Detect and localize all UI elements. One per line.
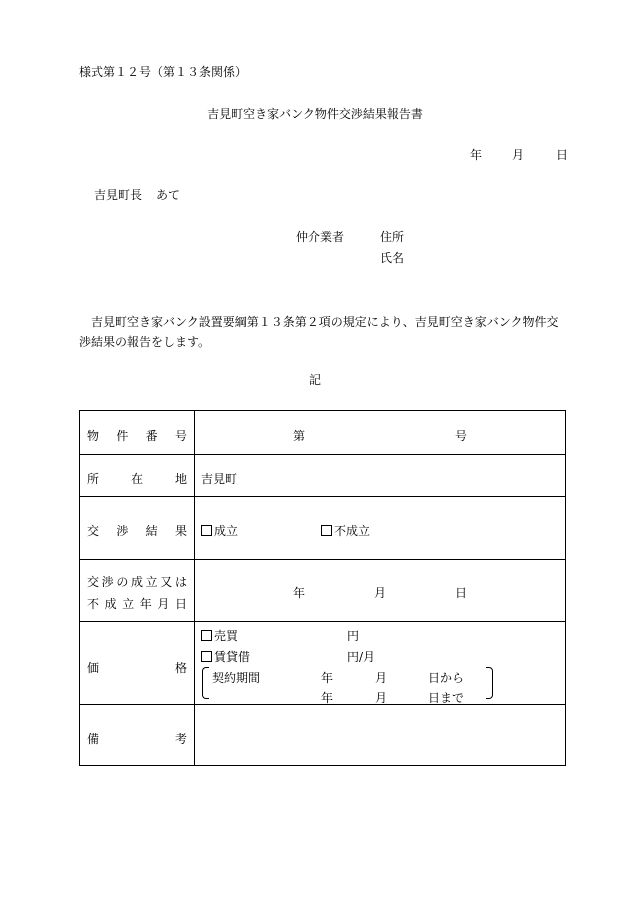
result-success-label: 成立 <box>214 524 239 538</box>
date-day: 日 <box>455 586 468 600</box>
row-location <box>80 455 565 497</box>
label-char: 成 <box>130 575 143 589</box>
label-char: 渉 <box>101 575 114 589</box>
date-year: 年 <box>293 586 306 600</box>
form-number: 様式第１２号（第１３条関係） <box>79 65 248 79</box>
result-failure-label: 不成立 <box>334 524 371 538</box>
row-result <box>80 497 565 560</box>
label-char: 結 <box>145 524 158 538</box>
price-label <box>87 659 187 676</box>
label-char: 所 <box>87 472 100 486</box>
report-table <box>79 410 566 766</box>
location-label <box>87 470 187 487</box>
contract-until-year: 年 <box>321 691 334 705</box>
label-char: 成 <box>104 597 117 611</box>
label-char: 又 <box>160 575 173 589</box>
property-number-dai: 第 <box>293 429 306 443</box>
label-char: は <box>174 575 187 589</box>
property-number-label <box>87 427 187 444</box>
addressee <box>94 189 180 201</box>
price-lease-label: 賃貸借 <box>214 650 251 664</box>
date-month: 月 <box>374 586 387 600</box>
remarks-label <box>87 730 187 747</box>
result-success-option[interactable] <box>201 522 238 539</box>
label-char: 号 <box>174 429 187 443</box>
date-label-line1 <box>87 573 187 590</box>
contract-from-year: 年 <box>321 671 334 685</box>
label-char: 格 <box>174 661 187 675</box>
date-year-label: 年 <box>470 148 483 162</box>
checkbox-success[interactable] <box>201 525 212 536</box>
label-char: 渉 <box>116 524 129 538</box>
label-char: 年 <box>139 597 152 611</box>
row-date <box>80 560 565 622</box>
price-sale-option[interactable] <box>201 627 238 644</box>
result-failure-option[interactable] <box>321 522 370 539</box>
label-char: 立 <box>122 597 135 611</box>
label-char: の <box>116 575 129 589</box>
contract-bracket-left <box>202 667 209 699</box>
remarks-field[interactable] <box>196 705 565 767</box>
result-label <box>87 522 187 539</box>
contract-until-month: 月 <box>375 691 388 705</box>
price-lease-option[interactable] <box>201 648 250 665</box>
row-price <box>80 622 565 705</box>
label-char: 不 <box>87 597 100 611</box>
document-title: 吉見町空き家バンク物件交渉結果報告書 <box>207 107 423 121</box>
row-remarks <box>80 705 565 767</box>
checkbox-failure[interactable] <box>321 525 332 536</box>
label-char: 件 <box>116 429 129 443</box>
addressee-honorific: あて <box>156 188 181 202</box>
label-char: 交 <box>87 524 100 538</box>
label-char: 考 <box>174 732 187 746</box>
contract-until-day: 日まで <box>428 691 465 705</box>
row-property-number <box>80 411 565 455</box>
label-char: 果 <box>174 524 187 538</box>
name-label: 氏名 <box>380 251 405 265</box>
label-char: 価 <box>87 661 100 675</box>
location-value: 吉見町 <box>201 472 238 486</box>
label-char: 在 <box>130 472 143 486</box>
date-label-line2 <box>87 595 187 612</box>
contract-from-day: 日から <box>428 671 465 685</box>
addressee-name: 吉見町長 <box>94 188 143 202</box>
property-number-go: 号 <box>455 429 468 443</box>
label-char: 交 <box>87 575 100 589</box>
label-char: 地 <box>174 472 187 486</box>
label-char: 物 <box>87 429 100 443</box>
checkbox-sale[interactable] <box>201 630 212 641</box>
contract-from-month: 月 <box>375 671 388 685</box>
ki-heading: 記 <box>308 373 321 387</box>
label-char: 日 <box>174 597 187 611</box>
price-lease-unit: 円/月 <box>347 650 376 664</box>
date-day-label: 日 <box>556 148 569 162</box>
body-paragraph: 吉見町空き家バンク設置要綱第１３条第２項の規定により、吉見町空き家バンク物件交渉結果の報告をします。 <box>79 315 559 349</box>
date-month-label: 月 <box>512 148 525 162</box>
price-sale-unit: 円 <box>347 629 360 643</box>
price-sale-label: 売買 <box>214 629 239 643</box>
address-label: 住所 <box>380 230 405 244</box>
label-char: 番 <box>145 429 158 443</box>
broker-label: 仲介業者 <box>296 230 345 244</box>
checkbox-lease[interactable] <box>201 651 212 662</box>
contract-bracket-right <box>486 667 493 699</box>
label-char: 備 <box>87 732 100 746</box>
label-char: 月 <box>157 597 170 611</box>
contract-period-label: 契約期間 <box>212 671 261 685</box>
label-char: 立 <box>145 575 158 589</box>
